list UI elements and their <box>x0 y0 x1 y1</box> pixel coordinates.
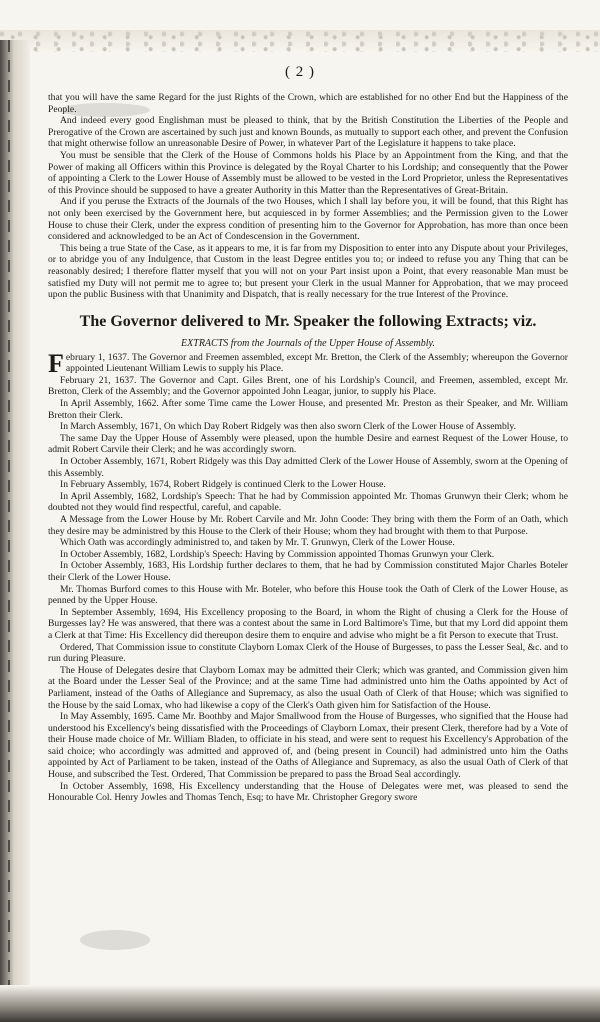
extract-entry: In October Assembly, 1698, His Excellency understanding that the House of Delegates were met, was pleased to send the Honourable Col. Henry Jowles and Thomas Tench, Esq; to have Mr. Christopher Gregory swore <box>48 780 568 804</box>
ink-smudge <box>60 103 150 117</box>
extract-entry: A Message from the Lower House by Mr. Robert Carvile and Mr. John Coode: They bring with them the Form of an Oath, which they desire may be administred by this House to the Clerk of their House; whom they had brought with them to that Purpose. <box>48 514 568 537</box>
paragraph-1: that you will have the same Regard for the just Rights of the Crown, which are established for no other End but the Happiness of the People. <box>48 92 568 115</box>
extracts-heading: EXTRACTS from the Journals of the Upper House of Assembly. <box>181 337 435 349</box>
page-top-edge <box>0 30 600 52</box>
paragraph-4: And if you peruse the Extracts of the Journals of the two Houses, which I shall lay before you, it will be found, that this Right has not only been exercised by the Government here, but acquiesced in by former Assemblies; and the Permission given to the Lower House to chuse their Clerk, under the express condition of presenting him to the Governor for Approbation, has more than once been considered and acknowledged to be an Act of Condescension in the Government. <box>48 196 568 243</box>
extract-entry: In April Assembly, 1682, Lordship's Speech: That he had by Commission appointed Mr. Thomas Grunwyn their Clerk; whom he doubted not they would find respectful, careful, and capable. <box>48 490 568 514</box>
extract-entry: Ordered, That Commission issue to constitute Clayborn Lomax Clerk of the House of Burgesses, to pass the Lesser Seal, &c. and to run during Pleasure. <box>48 641 568 665</box>
extract-entry: The same Day the Upper House of Assembly were pleased, upon the humble Desire and earnest Request of the Lower House, to admit Robert Carvile their Clerk; and he was accordingly sworn. <box>48 432 568 456</box>
extract-entry-first <box>48 348 568 378</box>
extract-entry: Which Oath was accordingly administred to, and taken by Mr. T. Grunwyn, Clerk of the Lower House. <box>60 537 455 549</box>
extract-entry: In February Assembly, 1674, Robert Ridgely is continued Clerk to the Lower House. <box>60 479 386 491</box>
drop-cap: F <box>48 348 64 378</box>
extracts-list <box>48 348 568 804</box>
extract-entry-text: ebruary 1, 1637. The Governor and Freemen assembled, except Mr. Bretton, the Clerk of the Assembly; whereupon the Governor appointed Lieutenant William Lewis to supply his Place. <box>65 351 568 375</box>
extract-entry: In October Assembly, 1671, Robert Ridgely was this Day admitted Clerk of the Lower House of Assembly, sworn at the Opening of this Assembly. <box>48 456 568 479</box>
paragraph-2: And indeed every good Englishman must be pleased to think, that by the British Constitution the Liberties of the People and Prerogative of the Crown are ascertained by such just and known Bounds, as mutually to support each other, and prevent the Confusion that might otherwise follow an unreasonable Desire of Power, in whatever Part of the Legislature it happens to take place. <box>48 115 568 150</box>
governor-heading: The Governor delivered to Mr. Speaker the following Extracts; viz. <box>79 312 537 330</box>
extract-entry: The House of Delegates desire that Clayborn Lomax may be admitted their Clerk; which was granted, and Commission given him at the Board under the Lesser Seal of the Province; and at the same Time had administred unto him the Oaths appointed by Act of Parliament, instead of the Oaths of Allegiance and Supremacy, as also the usual Oath of Clerk of that House; which was signified to the House by the said Lomax, who had likewise a copy of the Clerk's Oath given him for Satisfaction of the House. <box>48 664 568 711</box>
extract-entry: In March Assembly, 1671, On which Day Robert Ridgely was then also sworn Clerk of the Lower House of Assembly. <box>60 421 516 433</box>
paragraph-3: You must be sensible that the Clerk of the House of Commons holds his Place by an Appointment from the King, and that the Power of making all Officers within this Province is delegated by the Royal Charter to his Lordship; and consequently that the Power of appointing a Clerk to the Lower House of Assembly must be allowed to be vested in the Lord Proprietor, unless the Representatives of this Province should be supposed to have a greater Authority in this Matter than the Representatives of Great-Britain. <box>48 149 568 196</box>
page-bottom-shadow <box>0 985 600 1022</box>
ink-smudge <box>80 930 150 950</box>
extract-entry: Mr. Thomas Burford comes to this House with Mr. Boteler, who before this House took the Oath of Clerk of the Lower House, as penned by the Upper House. <box>48 583 568 607</box>
extract-entry: In September Assembly, 1694, His Excellency proposing to the Board, in whom the Right of chusing a Clerk for the House of Burgesses lay? He was answered, that there was a contest about the same in Lord Baltimore's Time, but that my Lord did appoint them a Clerk at that Time: His Excellency did thereupon desire them to enquire and advise who might be a fit Person to execute that Trust. <box>48 606 568 641</box>
extract-entry: In October Assembly, 1683, His Lordship further declares to them, that he had by Commission constituted Major Charles Boteler their Clerk of the Lower House. <box>48 560 568 583</box>
extract-entry: In April Assembly, 1662. After some Time came the Lower House, and presented Mr. Preston as their Speaker, and Mr. William Bretton their Clerk. <box>48 398 568 421</box>
document-body <box>48 92 568 804</box>
paragraph-5: This being a true State of the Case, as it appears to me, it is far from my Disposition to enter into any Dispute about your Privileges, or to abridge you of any Indulgence, that Custom in the least Degree entitles you to; or indeed to refuse you any Thing that can be reasonably desired; I therefore flatter myself that you will not on your Part insist upon a Point, that every reasonable Man must be satisfied my Duty will not permit me to agree to; but present your Clerk in the usual Manner for Approbation, that we may proceed upon the public Business with that Unanimity and Dispatch, that is really necessary for the true Interest of the Province. <box>48 242 568 301</box>
extract-entry: In October Assembly, 1682, Lordship's Speech: Having by Commission appointed Thomas Grunwyn your Clerk. <box>60 548 495 560</box>
extract-entry: In May Assembly, 1695. Came Mr. Boothby and Major Smallwood from the House of Burgesses, who signified that the House had understood his Excellency's being dissatisfied with the Proceedings of Clayborn Lomax, their present Clerk, therefore had by a Vote of their House made choice of Mr. William Bladen, to officiate in his stead, and were sent to request his Excellency's Approbation of the said choice; who accordingly was admitted and approved of, and (being present in Council) had administred unto him the Oaths appointed by Act of Parliament to be taken, instead of the Oaths of Allegiance and Supremacy, as also the usual Oath of Clerk of that House, and subscribed the Test. Ordered, That Commission be prepared to pass the Broad Seal accordingly. <box>48 711 568 781</box>
binding-edge <box>0 40 30 1022</box>
extract-entry: February 21, 1637. The Governor and Capt. Giles Brent, one of his Lordship's Council, and Freemen, assembled, except Mr. Bretton, Clerk of the Assembly; and the Governor appointed John Leagar, junior, to supply his Place. <box>48 374 568 398</box>
page-number: ( 2 ) <box>285 64 315 80</box>
